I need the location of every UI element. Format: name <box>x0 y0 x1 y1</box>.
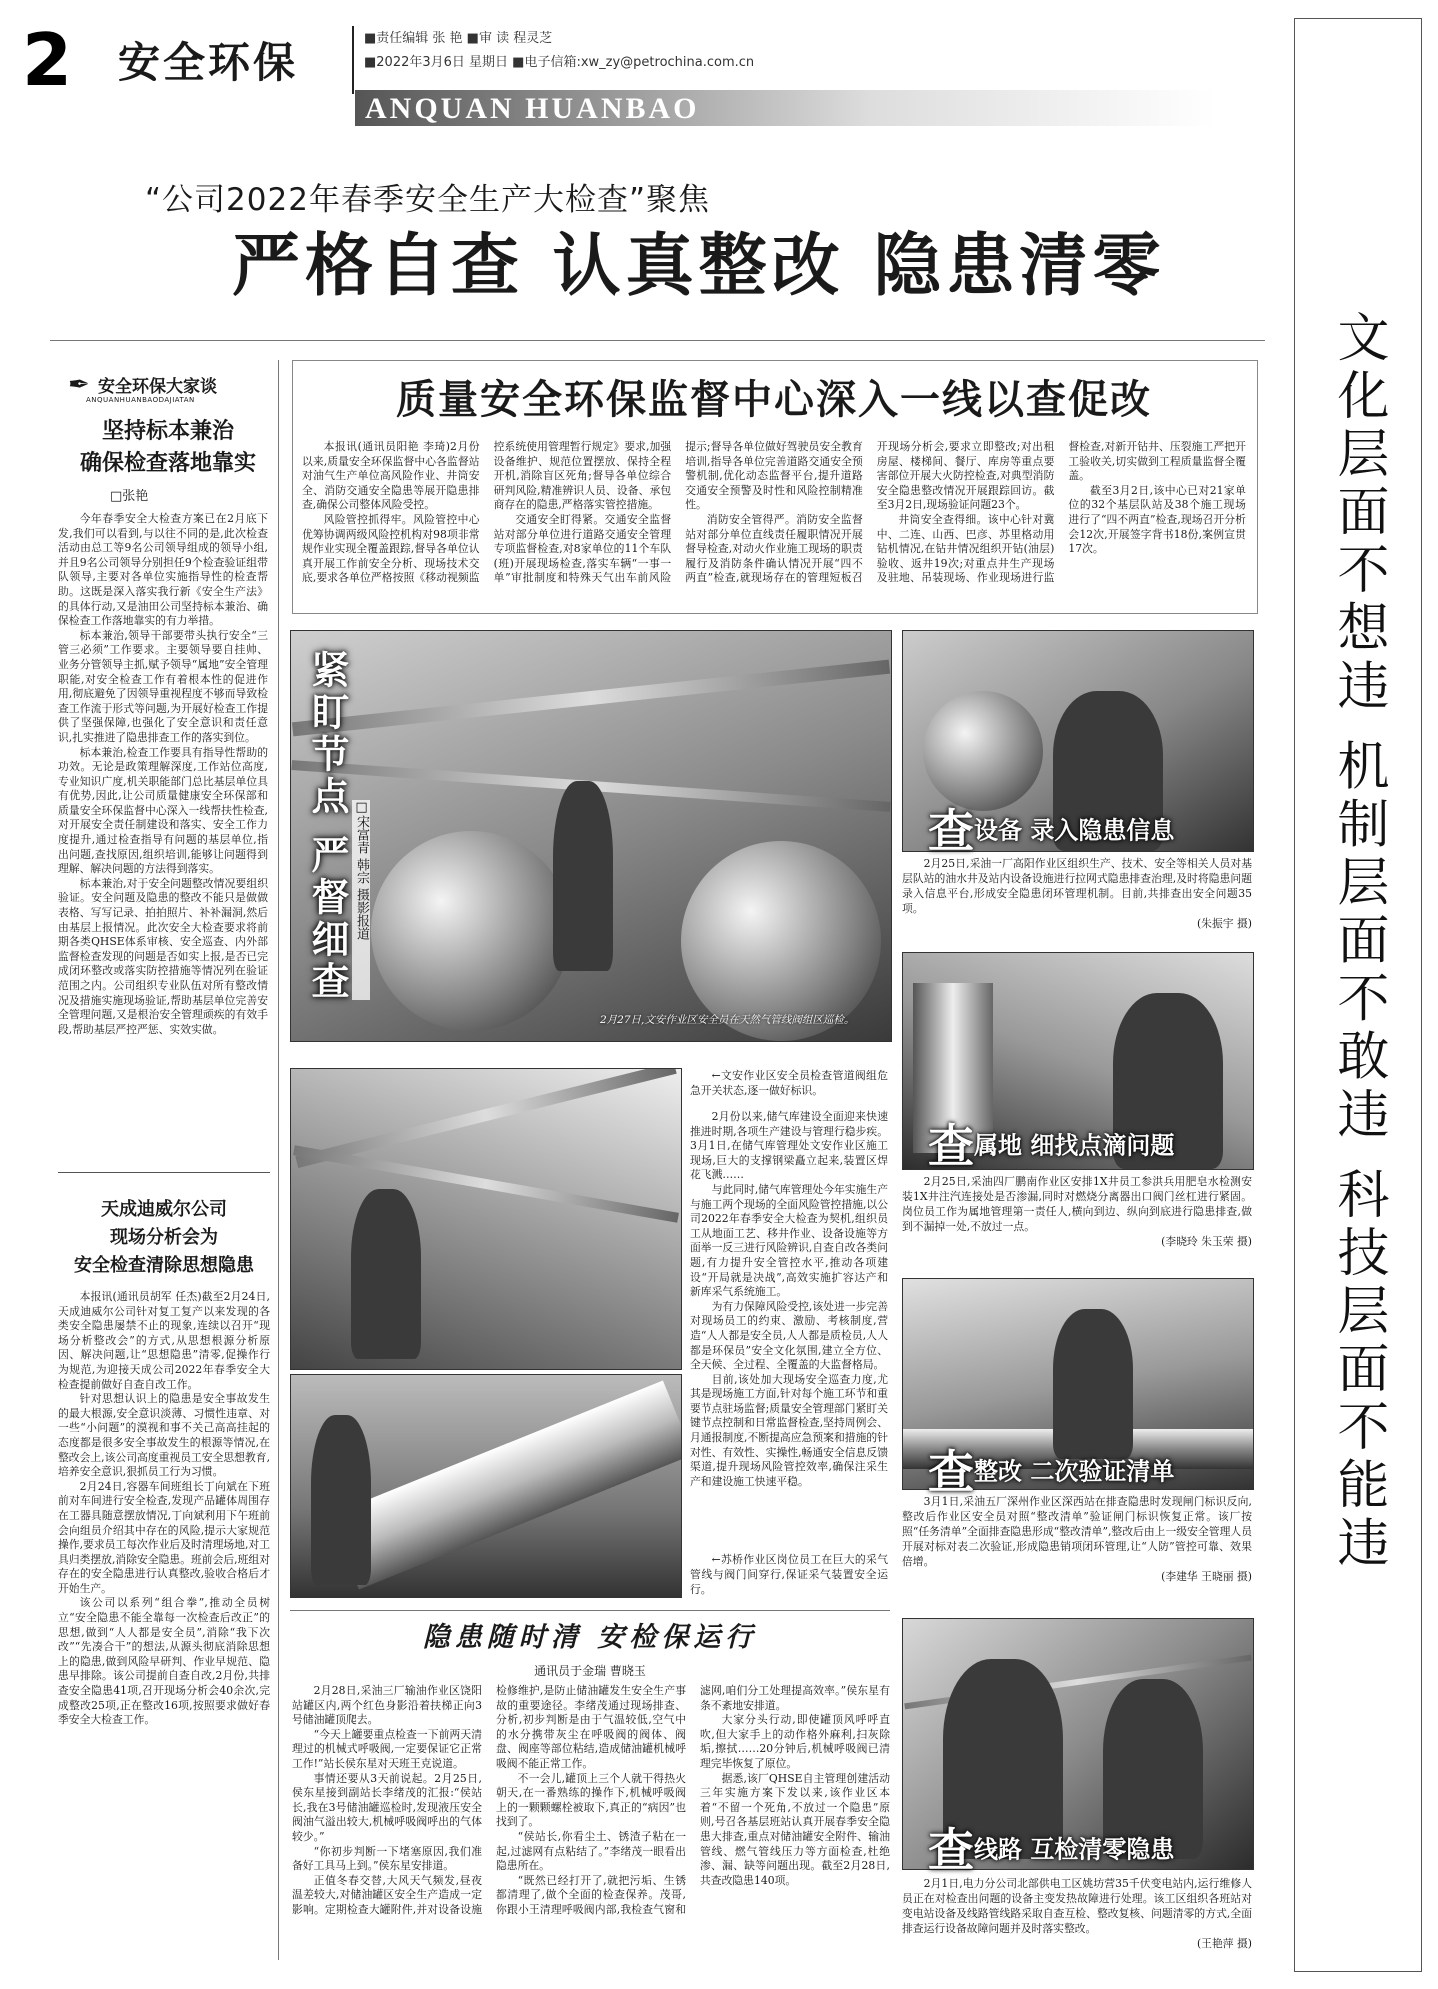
worker-figure <box>553 781 613 971</box>
paragraph: 为有力保障风险受控,该处进一步完善对现场员工的约束、激励、考核制度,营造“人人都是安全员,人人都是质检员,人人都是环保员”安全文化氛围,建立全方位、全天候、全过程、全覆盖的大监督格局。 <box>690 1299 888 1372</box>
steel-beam <box>295 1068 676 1168</box>
paragraph: 该公司以系列“组合拳”,推动全员树立“安全隐患不能全靠每一次检查后改正”的思想,做到“人人都是安全员”,消除“我下次改”“先凑合干”的想法,从源头彻底消除思想上的隐患,做到风险早研判、作业早规范、隐患早排除。该公司提前自查自改,2月份,共排查安全隐患41项,召开现场分析会40余次,完成整改25项,正在整改16项,按照要求做好春季安全大检查工作。 <box>58 1596 270 1727</box>
caption-text: ←苏桥作业区岗位员工在巨大的采气管线与阀门间穿行,保证采气装置安全运行。 <box>690 1553 888 1596</box>
paragraph: 2月28日,采油三厂输油作业区饶阳站罐区内,两个红色身影沿着扶梯正向3号储油罐顶爬去。 <box>292 1684 482 1727</box>
masthead-divider <box>352 26 354 94</box>
paragraph: 事情还要从3天前说起。2月25日,侯东星接到副站长李绪茂的汇报:“侯站长,我在3号储油罐巡检时,发现液压安全阀油气溢出较大,机械呼吸阀呼出的气体较少。” <box>292 1771 482 1843</box>
tag-char: 查 <box>928 1823 974 1877</box>
pipe-flange-left <box>371 831 571 1031</box>
paragraph: 目前,该处加大现场安全巡查力度,尤其是现场施工方面,针对每个施工环节和重要节点驻场监督;质量安全管理部门紧盯关键节点控制和日常监督检查,坚持周例会、月通报制度,不断提高应急预案和措施的针对性、有效性、实操性,畅通安全信息反馈渠道,提升现场风险管控效率,确保注采生产和建设施工快速平稳。 <box>690 1372 888 1488</box>
paragraph: 截至3月2日,该中心已对21家单位的32个基层队站及38个施工现场进行了“四不两直”检查,现场召开分析会12次,开展签字背书18份,案例宣贯17次。 <box>1068 483 1246 556</box>
story-divider <box>290 1610 890 1611</box>
caption-text: 2月1日,电力分公司北部供电工区姚坊营35千伏变电站内,运行维修人员正在对检查出问题的设备主变发热故障进行处理。该工区组织各班站对变电站设备及线路管线路采取自查互检、整改复核、问题清零的方式,全面排查运行设备故障问题并及时落实整改。 <box>902 1877 1252 1935</box>
column-logo <box>68 370 268 406</box>
pipe-section <box>329 1380 682 1589</box>
photo-credit: (朱振宇 摄) <box>1196 917 1252 930</box>
paragraph: 正值冬春交替,大风天气频发,昼夜温差较大,对储油罐区安全生产造成一定影响。定期检查大罐附件,并对设备设施检修维护,是防止储油罐发生安全生产事故的重要途径。李绪茂通过现场排查、分析,初步判断是由于气温较低,空气中的水分携带灰尘在呼吸阀的阀体、阀盘、阀座等部位粘结,造成储油罐机械呼吸阀不能正常工作。 <box>292 1684 686 1916</box>
banner-kicker: “公司2022年春季安全生产大检查”聚焦 <box>145 182 711 218</box>
feature-photo-caption: 2月27日,文安作业区安全员在天然气管线阀组区巡检。 <box>600 1014 855 1026</box>
paragraph: “你初步判断一下堵塞原因,我们准备好工具马上到。”侯东星安排道。 <box>292 1844 482 1873</box>
page-number: 2 <box>22 18 73 102</box>
side-photo-tag <box>928 1814 1174 1880</box>
banner-divider <box>50 340 1265 341</box>
side-caption-rectify <box>902 1494 1252 1584</box>
photo-credit: (王艳萍 摄) <box>1196 1937 1252 1950</box>
steel-beam <box>292 660 890 737</box>
banner-headline: 严格自查 认真整改 隐患清零 <box>232 227 1166 306</box>
hidden-danger-title: 隐患随时清 安检保运行 <box>422 1622 758 1653</box>
feature-photo-2 <box>290 1068 682 1370</box>
column-title-2: 确保检查落地靠实 <box>79 451 256 476</box>
tag-char: 查 <box>928 1119 974 1173</box>
side-caption-line <box>902 1876 1252 1951</box>
tag-text: 整改 二次验证清单 <box>974 1457 1175 1486</box>
paragraph: 标本兼治,检查工作要具有指导性帮助的功效。无论是政策理解深度,工作站位高度,专业知识广度,机关职能部门总比基层单位具有优势,因此,让公司质量健康安全环保部和质量安全环保监督中心深入一线帮扶性检查,对开展安全责任制建设和落实、安全工作力度提升,通过检查指导有问题的基层单位,指出问题,查找原因,组织培训,能够让问题得到理解、解决问题的方法得到落实。 <box>58 745 268 876</box>
photo-credit: (李晓玲 朱玉荣 摄) <box>1161 1235 1252 1248</box>
column-body <box>58 512 268 1167</box>
column-logo-text: 安全环保大家谈 <box>98 377 217 397</box>
steel-beam <box>293 1145 679 1223</box>
paragraph: “侯站长,你看尘土、锈渣子粘在一起,过滤网有点粘结了。”李绪茂一眼看出隐患所在。 <box>496 1829 686 1873</box>
paragraph: 今年春季安全大检查方案已在2月底下发,我们可以看到,与以往不同的是,此次检查活动由总工等9名公司领导组成的领导小组,并且9名公司领导分别担任9个检查验证组带队领导,主要对各单位实施指导性的检查帮助。这既是深入落实我行新《安全生产法》的具体行动,又是油田公司坚持标本兼治、确保检查工作落地靠实的有力举措。 <box>58 512 268 628</box>
worker-figure <box>351 1189 421 1359</box>
slogan-text: 文化层面不想违 机制层面不敢违 科技层面不能违 <box>1328 310 1388 1574</box>
tag-text: 属地 细找点滴问题 <box>974 1131 1175 1160</box>
side-caption-equipment <box>902 856 1252 931</box>
paragraph: 消防安全管得严。消防安全监督站对部分单位直线责任履职情况开展督导检查,对动火作业施工现场的职责履行及消防条件确认情况开展“四不两直”检查,就现场存在的管理短板召开现场分析会,要求立即整改;对出租房屋、楼梯间、餐厅、库房等重点要害部位开展大火防控检查,对典型消防安全隐患整改情况开展跟踪回访。截至3月2日,现场验证问题23个。 <box>685 440 1055 585</box>
left-divider <box>58 1172 270 1173</box>
lead-body <box>302 440 1246 608</box>
tag-char: 查 <box>928 1445 974 1499</box>
pinyin-banner <box>355 90 1215 126</box>
side-caption-territory <box>902 1174 1252 1249</box>
tianchengdi-title-2: 现场分析会为 <box>110 1227 218 1248</box>
date-meta: ■2022年3月6日 星期日 ■电子信箱:xw_zy@petrochina.com.cn <box>364 55 755 70</box>
section-title: 安全环保 <box>118 38 299 87</box>
tianchengdi-title-3: 安全检查清除思想隐患 <box>74 1255 254 1276</box>
paragraph: 2月份以来,储气库建设全面迎来快速推进时期,各项生产建设与管理行稳步疾。3月1日,在储气库管理处文安作业区施工现场,巨大的支撑钢梁矗立起来,装置区焊花飞溅…… <box>690 1110 888 1182</box>
paragraph: 大家分头行动,即使罐顶风呼呼直吹,但大家手上的动作格外麻利,扫灰除垢,擦拭……20分钟后,机械呼吸阀已清理完毕恢复了原位。 <box>700 1713 890 1770</box>
tag-char: 查 <box>928 804 974 858</box>
lead-title: 质量安全环保监督中心深入一线以查促改 <box>396 377 1152 423</box>
feature-bottom-caption <box>690 1552 888 1597</box>
paragraph: 本报讯(通讯员阳艳 李琦)2月份以来,质量安全环保监督中心各监督站对油气生产单位高风险作业、井筒安全、消防交通安全隐患等展开隐患排查,确保公司整体风险受控。 <box>302 440 480 512</box>
paragraph: 标本兼治,领导干部要带头执行安全“三管三必须”工作要求。主要领导要自挂帅、业务分管领导主抓,赋予领导“属地”安全管理职能,对安全检查工作有着根本性的促进作用,彻底避免了因领导重视程度不够而导致检查工作流于形式等问题,为开展好检查工作提供了坚强保障,也强化了安全意识和责任意识,扎实推进了隐患排查工作的落实到位。 <box>58 628 268 744</box>
paragraph: 标本兼治,对于安全问题整改情况要组织验证。安全问题及隐患的整改不能只是做做表格、写写记录、拍拍照片、补补漏洞,然后由基层上报情况。此次安全大检查要求将前期各类QHSE体系审核、安全巡查、内外部监督检查发现的问题是否如实上报,是否已完成闭环整改或落实防控措施等情况列在验证范围之内。公司组织专业队伍对所有整改情况及措施实施现场验证,帮助基层单位完善安全管理问题,又是根治安全管理顽疾的有效手段,帮助基层严控严惩、实效实做。 <box>58 876 268 1036</box>
feature-photo-main <box>290 630 892 1042</box>
pinyin-text: ANQUAN HUANBAO <box>365 92 700 125</box>
caption-text: 2月25日,采油一厂高阳作业区组织生产、技术、安全等相关人员对基层队站的油水井及站内设备设施进行拉网式隐患排查治理,及时将隐患问题录入信息平台,形成安全隐患闭环管理机制。目前,共排查出安全问题35项。 <box>902 857 1252 915</box>
left-column-vrule <box>278 360 279 1960</box>
editor-meta: ■责任编辑 张 艳 ■审 读 程灵芝 <box>364 31 553 46</box>
feature-arrow-caption <box>690 1068 888 1098</box>
tag-text: 线路 互检清零隐患 <box>974 1835 1175 1864</box>
tianchengdi-title-1: 天成迪威尔公司 <box>101 1199 227 1220</box>
side-photo-tag <box>928 1436 1174 1502</box>
feature-credit: □宋富青 韩宗 摄影报道 <box>352 800 370 1000</box>
tag-text: 设备 录入隐患信息 <box>974 816 1175 845</box>
hidden-danger-byline: 通讯员于金瑞 曹晓玉 <box>534 1664 646 1678</box>
worker-figure <box>311 1415 371 1585</box>
column-logo-pinyin: ANQUANHUANBAODAJIATAN <box>86 396 195 404</box>
side-photo-tag <box>928 1110 1174 1176</box>
feature-title: 紧盯节点 严督细查 <box>305 650 349 1004</box>
paragraph: 与此同时,储气库管理处今年实施生产与施工两个现场的全面风险管控措施,以公司2022年春季安全大检查为契机,组织员工从地面工艺、移井作业、设备设施等方面举一反三进行风险辨识,自查自改各类问题,有力提升安全管控水平,推动各项建设“开局就是决战”,高效实施扩容达产和新库采气系统施工。 <box>690 1182 888 1299</box>
feature-body <box>690 1110 888 1548</box>
paragraph: 不一会儿,罐顶上三个人就干得热火朝天,在一番熟练的操作下,机械呼吸阀上的一颗颗螺栓被取下,真正的“病因”也找到了。 <box>496 1771 686 1829</box>
valve-wheel <box>923 691 1043 811</box>
paragraph: “今天上罐要重点检查一下前两天清理过的机械式呼吸阀,一定要保证它正常工作!”站长侯东星对天班王克说道。 <box>292 1727 482 1770</box>
column-author: □张艳 <box>110 489 149 504</box>
paragraph: 风险管控抓得牢。风险管控中心优筹协调两级风险控机构对98项非常规作业实现全覆盖跟踪,督导各单位认真开展工作前安全分析、现场技术交底,要求各单位严格按照《移动视频监控系统使用管理暂行规定》要求,加强设备维护、规范位置摆放、保持全程开机,消除盲区死角;督导各单位综合研判风险,精准辨识人员、设备、承包商存在的隐患,严格落实管控措施。 <box>302 440 672 585</box>
feather-icon: ✒ <box>68 370 90 400</box>
paragraph: 2月24日,容器车间班组长丁向斌在下班前对车间进行安全检查,发现产品罐体周围存在工器具随意摆放情况,丁向斌利用下午班前会向组员介绍其中存在的风险,提示大家规范操作,要求员工每次作业后及时清理场地,对工具归类摆放,消除安全隐患。班前会后,班组对存在的安全隐患进行认真整改,验收合格后才开始生产。 <box>58 1479 270 1595</box>
caption-text: ←文安作业区安全员检查管道阀组危急开关状态,逐一做好标识。 <box>690 1069 888 1097</box>
paragraph: 本报讯(通讯员胡军 任杰)截至2月24日,天成迪威尔公司针对复工复产以来发现的各类安全隐患屡禁不止的现象,连续以召开“现场分析整改会”的方式,从思想根源分析原因、解决问题,让“思想隐患”清零,促操作行为规范,为迎接天成公司2022年春季安全大检查提前做好自查自改工作。 <box>58 1290 270 1391</box>
paragraph: 井筒安全查得细。该中心针对冀中、二连、山西、巴彦、苏里格动用钻机情况,在钻井情况组织开钻(油层)验收、返井19次;对重点井生产现场及驻地、吊装现场、作业现场进行监督检查,对新开钻井、压裂施工严把开工验收关,切实做到工程质量监督全覆盖。 <box>876 440 1246 585</box>
caption-text: 3月1日,采油五厂深州作业区深西站在排查隐患时发现闸门标识反向,整改后作业区安全员对照“整改清单”验证闸门标识恢复正常。该厂按照“任务清单”全面排查隐患形成“整改清单”,整改后由上一级安全管理人员开展对标对表二次验证,形成隐患销项闭环管理,让“人防”管控可靠、效果倍增。 <box>902 1495 1252 1568</box>
paragraph: 交通安全盯得紧。交通安全监督站对部分单位进行道路交通安全管理专项监督检查,对8家单位的11个车队(班)开展现场检查,落实车辆“一事一单”审批制度和特殊天气出车前风险提示;督导各单位做好驾驶员安全教育培训,指导各单位完善道路交通安全预警机制,优化动态监督平台,提升道路交通安全预警及时性和风险控制精准性。 <box>493 440 863 585</box>
paragraph: “既然已经打开了,就把污垢、生锈都清理了,做个全面的检查保养。茂哥,你跟小王清理呼吸阀内部,我检查气窗和滤网,咱们分工处理提高效率。”侯东星有条不紊地安排道。 <box>496 1684 890 1916</box>
pipe-flange-right <box>681 841 881 1041</box>
side-photo-tag <box>928 795 1174 861</box>
paragraph: 针对思想认识上的隐患是安全事故发生的最大根源,安全意识淡薄、习惯性违章、对一些“小问题”的漠视和事不关己高高挂起的态度都是很多安全事故发生的根源等情况,在整改会上,该公司高度重视员工安全思想教育,培养安全意识,狠抓员工行为习惯。 <box>58 1392 270 1479</box>
tianchengdi-body <box>58 1290 270 1960</box>
hidden-danger-body <box>292 1684 890 1966</box>
feature-photo-3 <box>290 1374 682 1598</box>
photo-credit: (李建华 王晓丽 摄) <box>1161 1570 1252 1583</box>
caption-text: 2月25日,采油四厂鹏南作业区安排1X井员工参洪兵用肥皂水检测安装1X井注汽连接处是否渗漏,同时对燃烧分离器出口阀门丝杠进行紧固。岗位员工作为属地管理第一责任人,横向到边、纵向到底进行隐患排查,做到不漏掉一处,不放过一点。 <box>902 1175 1252 1233</box>
paragraph: 据悉,该厂QHSE自主管理创建活动三年实施方案下发以来,该作业区本着“不留一个死角,不放过一个隐患”原则,号召各基层班站认真开展春季安全隐患大排查,重点对储油罐安全附件、输油管线、燃气管线压力等方面检查,杜绝渗、漏、缺等问题出现。截至2月28日,共查改隐患140项。 <box>700 1771 890 1887</box>
column-title-1: 坚持标本兼治 <box>101 419 234 444</box>
